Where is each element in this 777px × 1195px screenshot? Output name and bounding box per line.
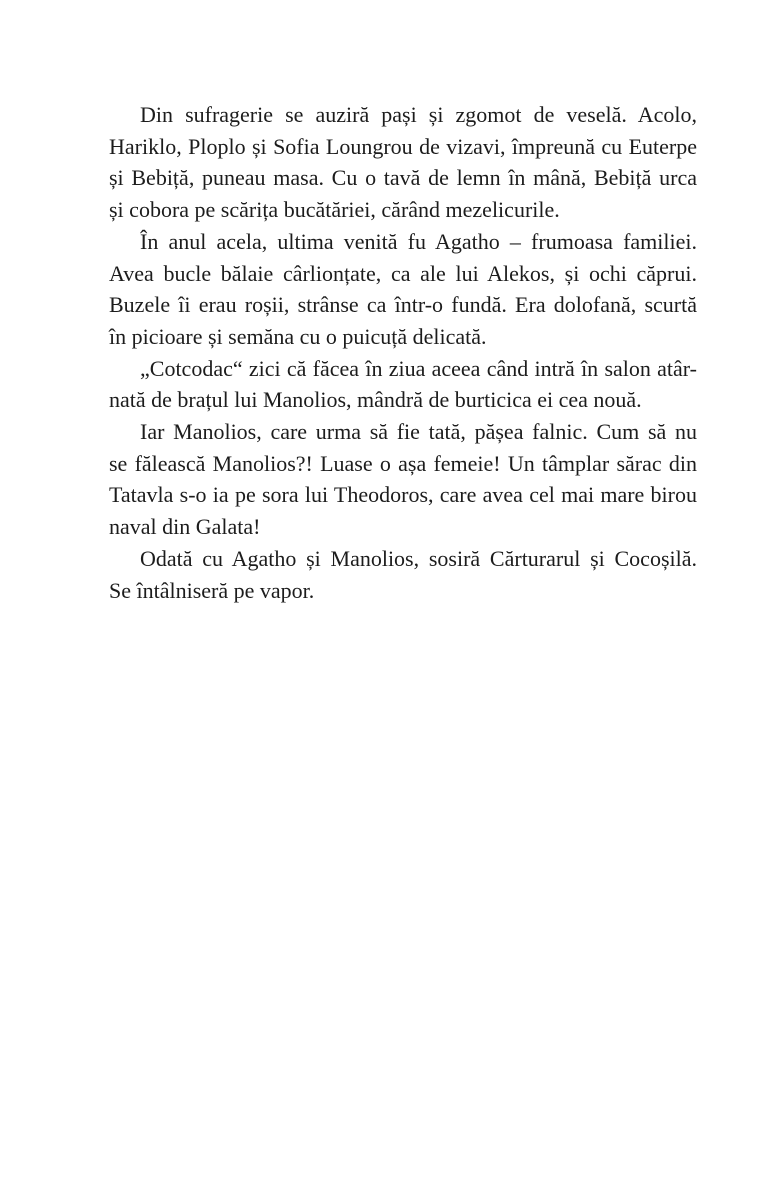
paragraph [109,353,697,416]
text-line: Tatavla s-o ia pe sora lui Theodoros, care avea cel mai mare birou [109,482,697,508]
text-line: Avea bucle bălaie cârlionțate, ca ale lui Alekos, și ochi căprui. [109,260,697,286]
text-line: Iar Manolios, care urma să fie tată, pășea falnic. Cum să nu [140,419,697,445]
book-page-text-block [109,99,697,606]
text-line: Se întâlniseră pe vapor. [109,577,315,603]
text-line: Odată cu Agatho și Manolios, sosiră Cărturarul și Cocoșilă. [140,545,697,571]
text-line: Hariklo, Ploplo și Sofia Loungrou de vizavi, împreună cu Euterpe [109,133,697,159]
paragraph [109,99,697,226]
text-line: În anul acela, ultima venită fu Agatho – frumoasa familiei. [140,228,697,254]
paragraph [109,543,697,606]
text-line: Buzele îi erau roșii, strânse ca într-o fundă. Era dolofană, scurtă [109,292,697,318]
paragraph [109,416,697,543]
text-line: „Cotcodac“ zici că făcea în ziua aceea când intră în salon atâr- [140,355,697,381]
text-line: Din sufragerie se auziră pași și zgomot de veselă. Acolo, [140,102,697,127]
text-line: în picioare și semăna cu o puicuță delicată. [109,323,487,349]
text-line: se fălească Manolios?! Luase o așa femeie! Un tâmplar sărac din [109,450,697,476]
text-line: și Bebiță, puneau masa. Cu o tavă de lemn în mână, Bebiță urca [109,165,697,191]
text-line: și cobora pe scărița bucătăriei, cărând mezelicurile. [109,197,560,223]
text-line: naval din Galata! [109,514,261,540]
text-line: nată de brațul lui Manolios, mândră de burticica ei cea nouă. [109,387,642,413]
paragraph [109,226,697,353]
